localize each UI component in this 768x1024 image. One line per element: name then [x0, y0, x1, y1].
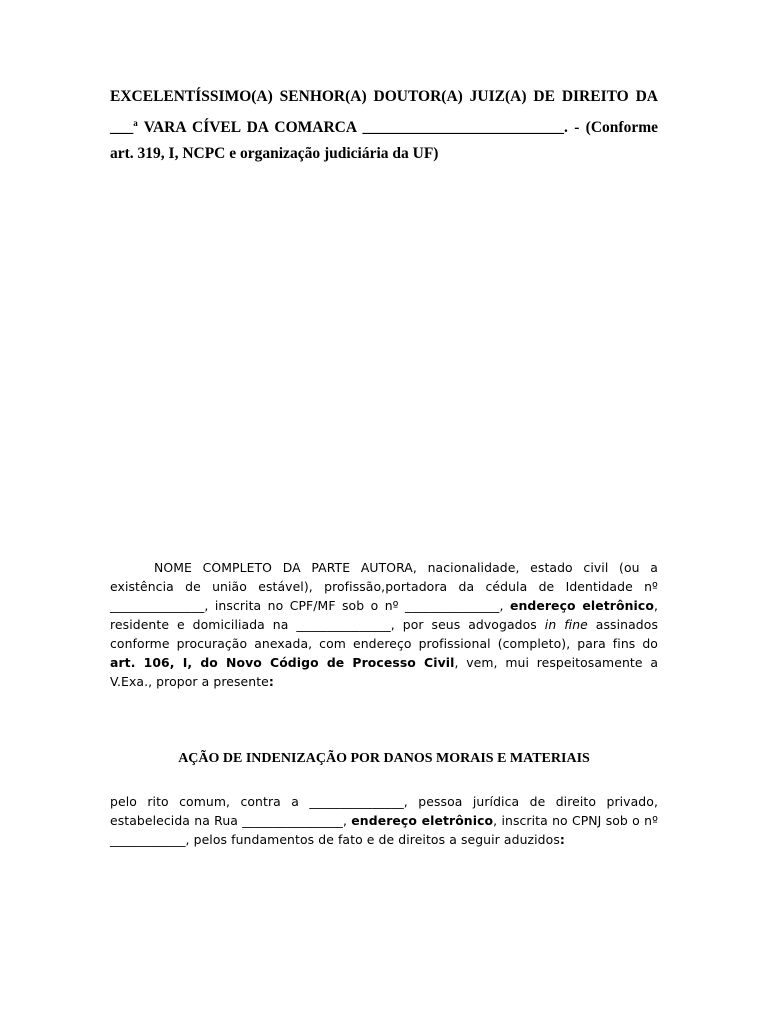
header-line-2: [110, 110, 658, 141]
para2-text-2: , inscrita no CPNJ sob o nº ____________, pelos fundamentos de fato e de direitos a seguir aduzidos: [110, 813, 659, 847]
header-line-3: art. 319, I, NCPC e organização judiciária da UF): [110, 145, 439, 163]
header-line-1: EXCELENTÍSSIMO(A) SENHOR(A) DOUTOR(A) JUIZ(A) DE DIREITO DA: [110, 88, 658, 105]
court-address-header: [110, 84, 658, 167]
para1-text-3: assinados conforme procuração anexada, com endereço profissional (completo), para fins do: [110, 617, 659, 651]
header-line-2-text: VARA CÍVEL DA COMARCA __________________________. - (Conforme: [137, 119, 658, 137]
ordinal-indicator: a: [133, 118, 138, 128]
para2-text-1: pelo rito comum, contra a _______________, pessoa jurídica de direito privado, estabelecida na Rua ________________,: [110, 794, 658, 828]
para1-bold-1: endereço eletrônico: [509, 598, 654, 613]
para1-italic-1: in fine: [544, 617, 588, 632]
action-title: AÇÃO DE INDENIZAÇÃO POR DANOS MORAIS E MATERIAIS: [178, 751, 590, 766]
qualification-paragraph: [110, 558, 658, 691]
para1-bold-3: :: [268, 674, 274, 689]
para1-text-2: , residente e domiciliada na _______________, por seus advogados: [110, 598, 658, 632]
defendant-paragraph: [110, 792, 658, 849]
para2-bold-2: :: [559, 832, 565, 847]
para1-text-4: , vem, mui respeitosamente a V.Exa., propor a presente: [110, 655, 659, 689]
para1-bold-2: art. 106, I, do Novo Código de Processo Civil: [110, 655, 455, 670]
vara-number-blank: ___: [110, 119, 134, 137]
para1-text-1: NOME COMPLETO DA PARTE AUTORA, nacionalidade, estado civil (ou a existência de união estável), profissão,portadora da cédula de Identidade nº _______________, inscrita no CPF/MF sob o nº _______________,: [110, 560, 658, 613]
para2-bold-1: endereço eletrônico: [351, 813, 494, 828]
